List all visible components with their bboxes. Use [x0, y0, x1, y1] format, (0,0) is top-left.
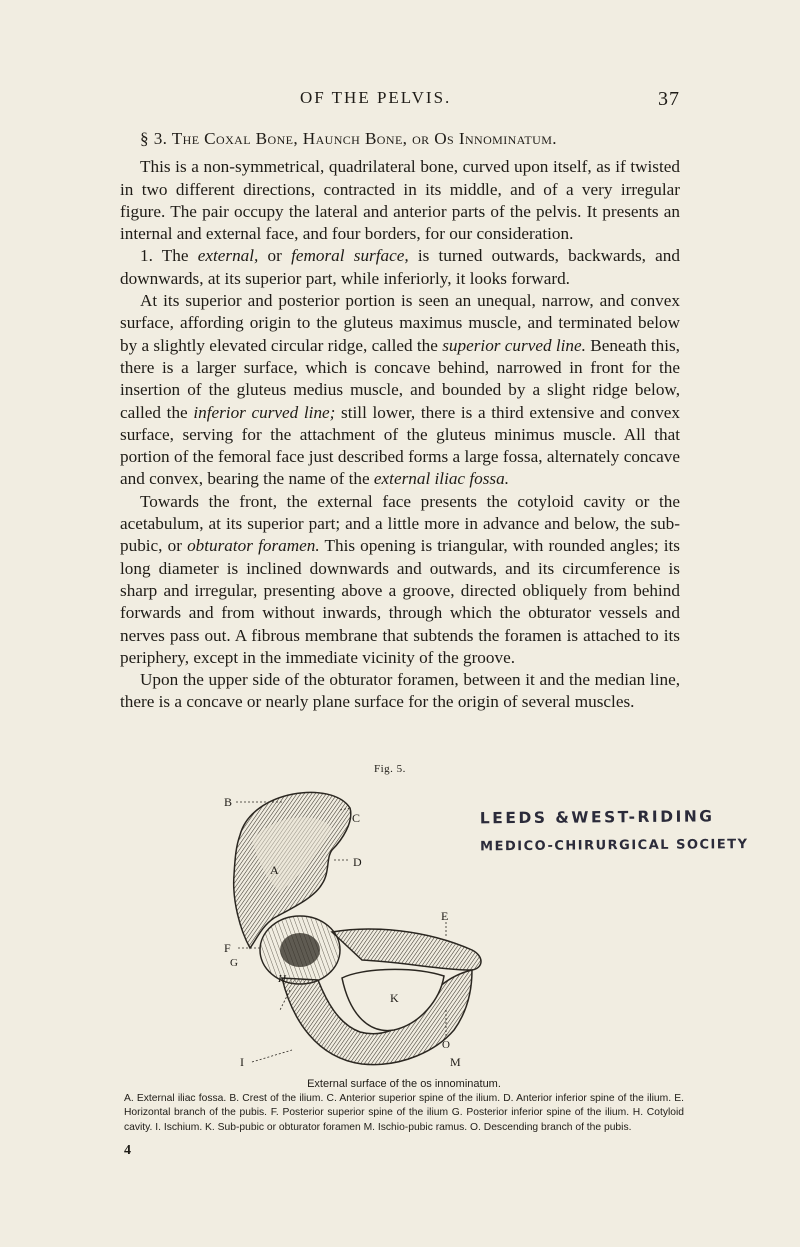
library-stamp — [480, 807, 800, 855]
text-run: Towards the front, the external face presents the cotyloid cavity or the acetabulum, at its superior part; and a little more in advance and below, the sub-pubic, or — [120, 491, 680, 556]
figure-label: Fig. 5. — [374, 763, 406, 775]
label-d: D — [353, 855, 362, 869]
label-f: F — [224, 941, 231, 955]
hip-bone-illustration — [222, 780, 522, 1070]
label-m: M — [450, 1055, 461, 1069]
text-run: is turned outwards, backwards, and downwards, at its superior part, while inferiorly, it looks forward. — [120, 246, 680, 288]
body-text — [120, 128, 680, 714]
text-run: At its superior and posterior portion is seen an unequal, narrow, and convex surface, affording origin to the gluteus maximus muscle, and terminated below by a slightly elevated circular ridge, called the — [120, 291, 680, 355]
text-run: still lower, there is a third extensive and convex surface, serving for the attachment of the gluteus minimus muscle. All that portion of the femoral face just described forms a large fossa, alternately concave and convex, bearing the name of the — [120, 402, 681, 489]
paragraph-gluteal-surfaces — [120, 290, 680, 491]
page-number: 37 — [658, 88, 680, 110]
acetabulum-fossa — [280, 933, 320, 967]
emphasis: femoral surface, — [291, 246, 409, 266]
signature-mark: 4 — [124, 1143, 131, 1158]
text-run: 1. The — [140, 246, 198, 266]
emphasis: inferior curved line; — [193, 402, 336, 422]
running-head-title: OF THE PELVIS. — [300, 88, 452, 107]
text-run: or — [258, 246, 292, 266]
label-c: C — [352, 811, 361, 825]
emphasis: external iliac fossa. — [373, 469, 509, 489]
stamp-line-2: MEDICO-CHIRURGICAL SOCIETY — [480, 837, 749, 855]
section-heading: § 3. The Coxal Bone, Haunch Bone, or Os Innominatum. — [140, 129, 557, 148]
emphasis: superior curved line. — [442, 335, 586, 355]
label-a: A — [270, 863, 279, 877]
label-g: G — [230, 957, 238, 969]
emphasis: obturator foramen. — [187, 536, 320, 556]
paragraph-obturator-surface: Upon the upper side of the obturator foramen, between it and the median line, there is a concave or nearly plane surface for the origin of several muscles. — [120, 670, 680, 712]
pubis-shape — [332, 929, 481, 970]
text-run: Beneath this, there is a larger surface, which is concave behind, narrowed in front for the insertion of the gluteus medius muscle, and bounded by a slight ridge below, called the — [120, 335, 680, 422]
caption-body: A. External iliac fossa. B. Crest of the ilium. C. Anterior superior spine of the ilium. D. Anterior inferior spine of the ilium. E. Horizontal branch of the pubis. F. Posterior superior spine of the ilium G. Posterior inferior spine of the ilium. H. Cotyloid cavity. I. Ischium. K. Sub-pubic or obturator foramen M. Ischio-pubic ramus. O. Descending branch of the pubis. — [124, 1093, 684, 1133]
figure-caption — [124, 1077, 684, 1135]
caption-title: External surface of the os innominatum. — [307, 1078, 501, 1090]
label-h: H — [278, 973, 286, 985]
emphasis: external, — [197, 246, 259, 266]
stamp-line-1: LEEDS &WEST-RIDING — [479, 807, 715, 828]
paragraph-acetabulum — [120, 491, 680, 669]
label-e: E — [441, 909, 449, 923]
label-o: O — [442, 1039, 450, 1051]
label-k: K — [390, 991, 399, 1005]
paragraph-external-surface — [120, 245, 680, 290]
text-run: This opening is triangular, with rounded angles; its long diameter is inclined downwards and outwards, and its circumference is sharp and irregular, presenting above a groove, directed obliquely from behind forwards and from without inwards, through which the obturator vessels and nerves pass out. A fibrous membrane that subtends the foramen is attached to its periphery, except in the immediate vicinity of the groove. — [120, 536, 680, 667]
label-i: I — [240, 1055, 244, 1069]
paragraph-intro: This is a non-symmetrical, quadrilateral bone, curved upon itself, as if twisted in two different directions, contracted in its middle, and of a very irregular figure. The pair occupy the lateral and anterior parts of the pelvis. It presents an internal and external face, and four borders, for our consideration. — [120, 157, 680, 244]
label-b: B — [224, 795, 233, 809]
